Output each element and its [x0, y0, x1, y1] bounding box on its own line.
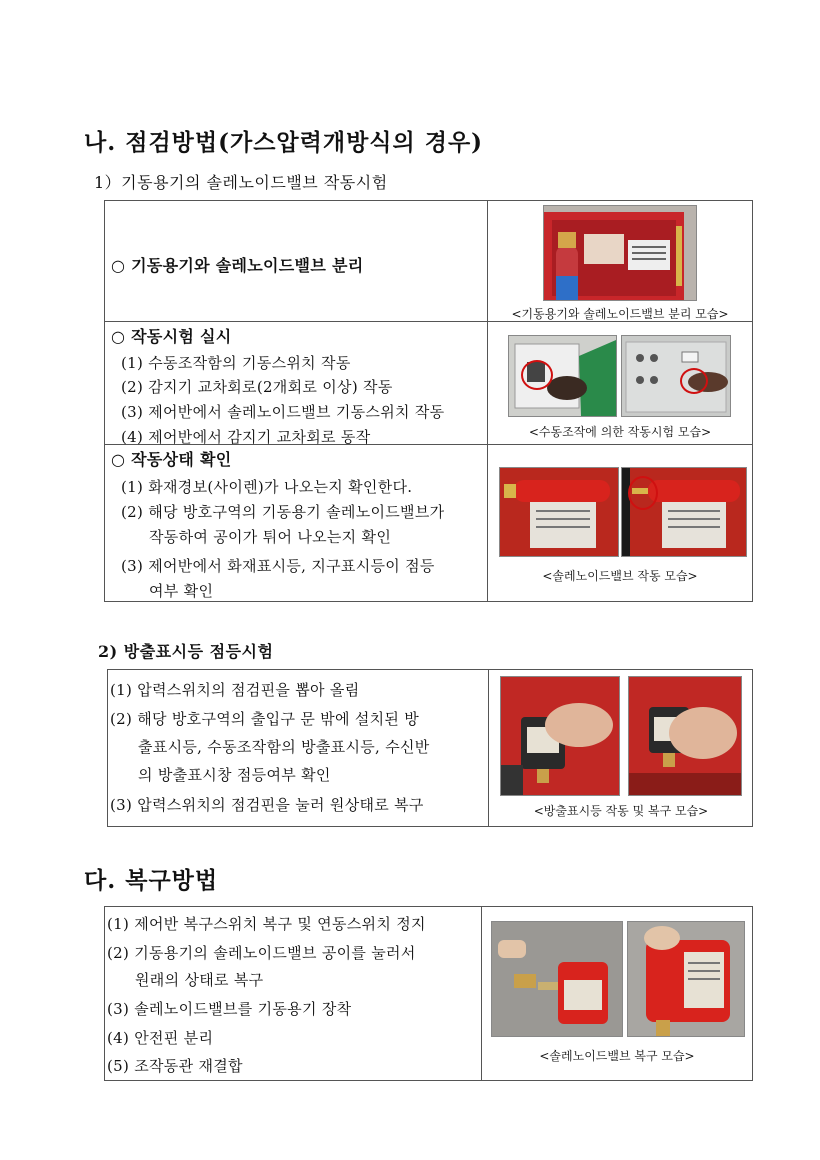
caption-discharge-light: <방출표시등 작동 및 복구 모습> — [533, 804, 709, 818]
list-item: (2) 해당 방호구역의 기동용기 솔레노이드밸브가 — [121, 503, 445, 521]
photo-solenoid-after — [621, 467, 747, 557]
caption-solenoid-recovery: <솔레노이드밸브 복구 모습> — [539, 1049, 695, 1063]
table-recovery — [104, 906, 753, 1081]
highlight-circle — [680, 368, 708, 394]
list-item: (1) 압력스위치의 점검핀을 뽑아 올림 — [110, 681, 360, 699]
photo-manual-switch — [508, 335, 617, 417]
list-item: 원래의 상태로 복구 — [135, 971, 264, 989]
table-divider — [481, 907, 482, 1080]
list-item: (5) 조작동관 재결합 — [107, 1057, 243, 1075]
photo-solenoid-before — [499, 467, 619, 557]
list-item: (3) 제어반에서 화재표시등, 지구표시등이 점등 — [121, 557, 435, 575]
list-item: (2) 감지기 교차회로(2개회로 이상) 작동 — [121, 378, 393, 396]
list-item: (1) 수동조작함의 기동스위치 작동 — [121, 354, 351, 372]
photo-pressure-switch-pull — [500, 676, 620, 796]
list-item: 여부 확인 — [149, 582, 214, 600]
highlight-circle — [628, 476, 658, 510]
list-item: (2) 해당 방호구역의 출입구 문 밖에 설치된 방 — [110, 710, 420, 728]
highlight-circle — [521, 360, 553, 390]
photo-separate-solenoid — [543, 205, 697, 301]
photo-pressure-switch-press — [628, 676, 742, 796]
table-solenoid-test — [104, 200, 753, 602]
row-heading-status-check: ○ 작동상태 확인 — [111, 450, 232, 469]
table-divider — [488, 670, 489, 826]
subsection-title-discharge-light: 2) 방출표시등 점등시험 — [98, 642, 274, 661]
list-item: (4) 제어반에서 감지기 교차회로 동작 — [121, 428, 371, 446]
row-heading-operation-test: ○ 작동시험 실시 — [111, 327, 232, 346]
list-item: 출표시등, 수동조작함의 방출표시등, 수신반 — [138, 738, 430, 756]
list-item: (1) 화재경보(사이렌)가 나오는지 확인한다. — [121, 478, 413, 496]
table-discharge-light — [107, 669, 753, 827]
caption-manual-test: <수동조작에 의한 작동시험 모습> — [528, 425, 712, 439]
photo-solenoid-recovery-2 — [627, 921, 745, 1037]
caption-solenoid-operation: <솔레노이드밸브 작동 모습> — [542, 569, 698, 583]
table-divider — [487, 201, 488, 601]
photo-solenoid-recovery-1 — [491, 921, 623, 1037]
row-heading-separate: ○ 기동용기와 솔레노이드밸브 분리 — [111, 256, 364, 275]
list-item: (3) 압력스위치의 점검핀을 눌러 원상태로 복구 — [110, 796, 424, 814]
list-item: 의 방출표시창 점등여부 확인 — [138, 766, 331, 784]
caption-separate: <기동용기와 솔레노이드밸브 분리 모습> — [511, 307, 729, 321]
list-item: (1) 제어반 복구스위치 복구 및 연동스위치 정지 — [107, 915, 426, 933]
list-item: (3) 제어반에서 솔레노이드밸브 기동스위치 작동 — [121, 403, 445, 421]
list-item: (4) 안전핀 분리 — [107, 1029, 214, 1047]
list-item: (2) 기동용기의 솔레노이드밸브 공이를 눌러서 — [107, 944, 416, 962]
photo-control-panel-switch — [621, 335, 731, 417]
section-title-recovery: 다. 복구방법 — [84, 867, 219, 894]
list-item: 작동하여 공이가 튀어 나오는지 확인 — [149, 528, 392, 546]
subsection-title-solenoid-test: 1）기동용기의 솔레노이드밸브 작동시험 — [94, 173, 388, 192]
section-title-inspection: 나. 점검방법(가스압력개방식의 경우) — [84, 129, 484, 156]
list-item: (3) 솔레노이드밸브를 기동용기 장착 — [107, 1000, 352, 1018]
